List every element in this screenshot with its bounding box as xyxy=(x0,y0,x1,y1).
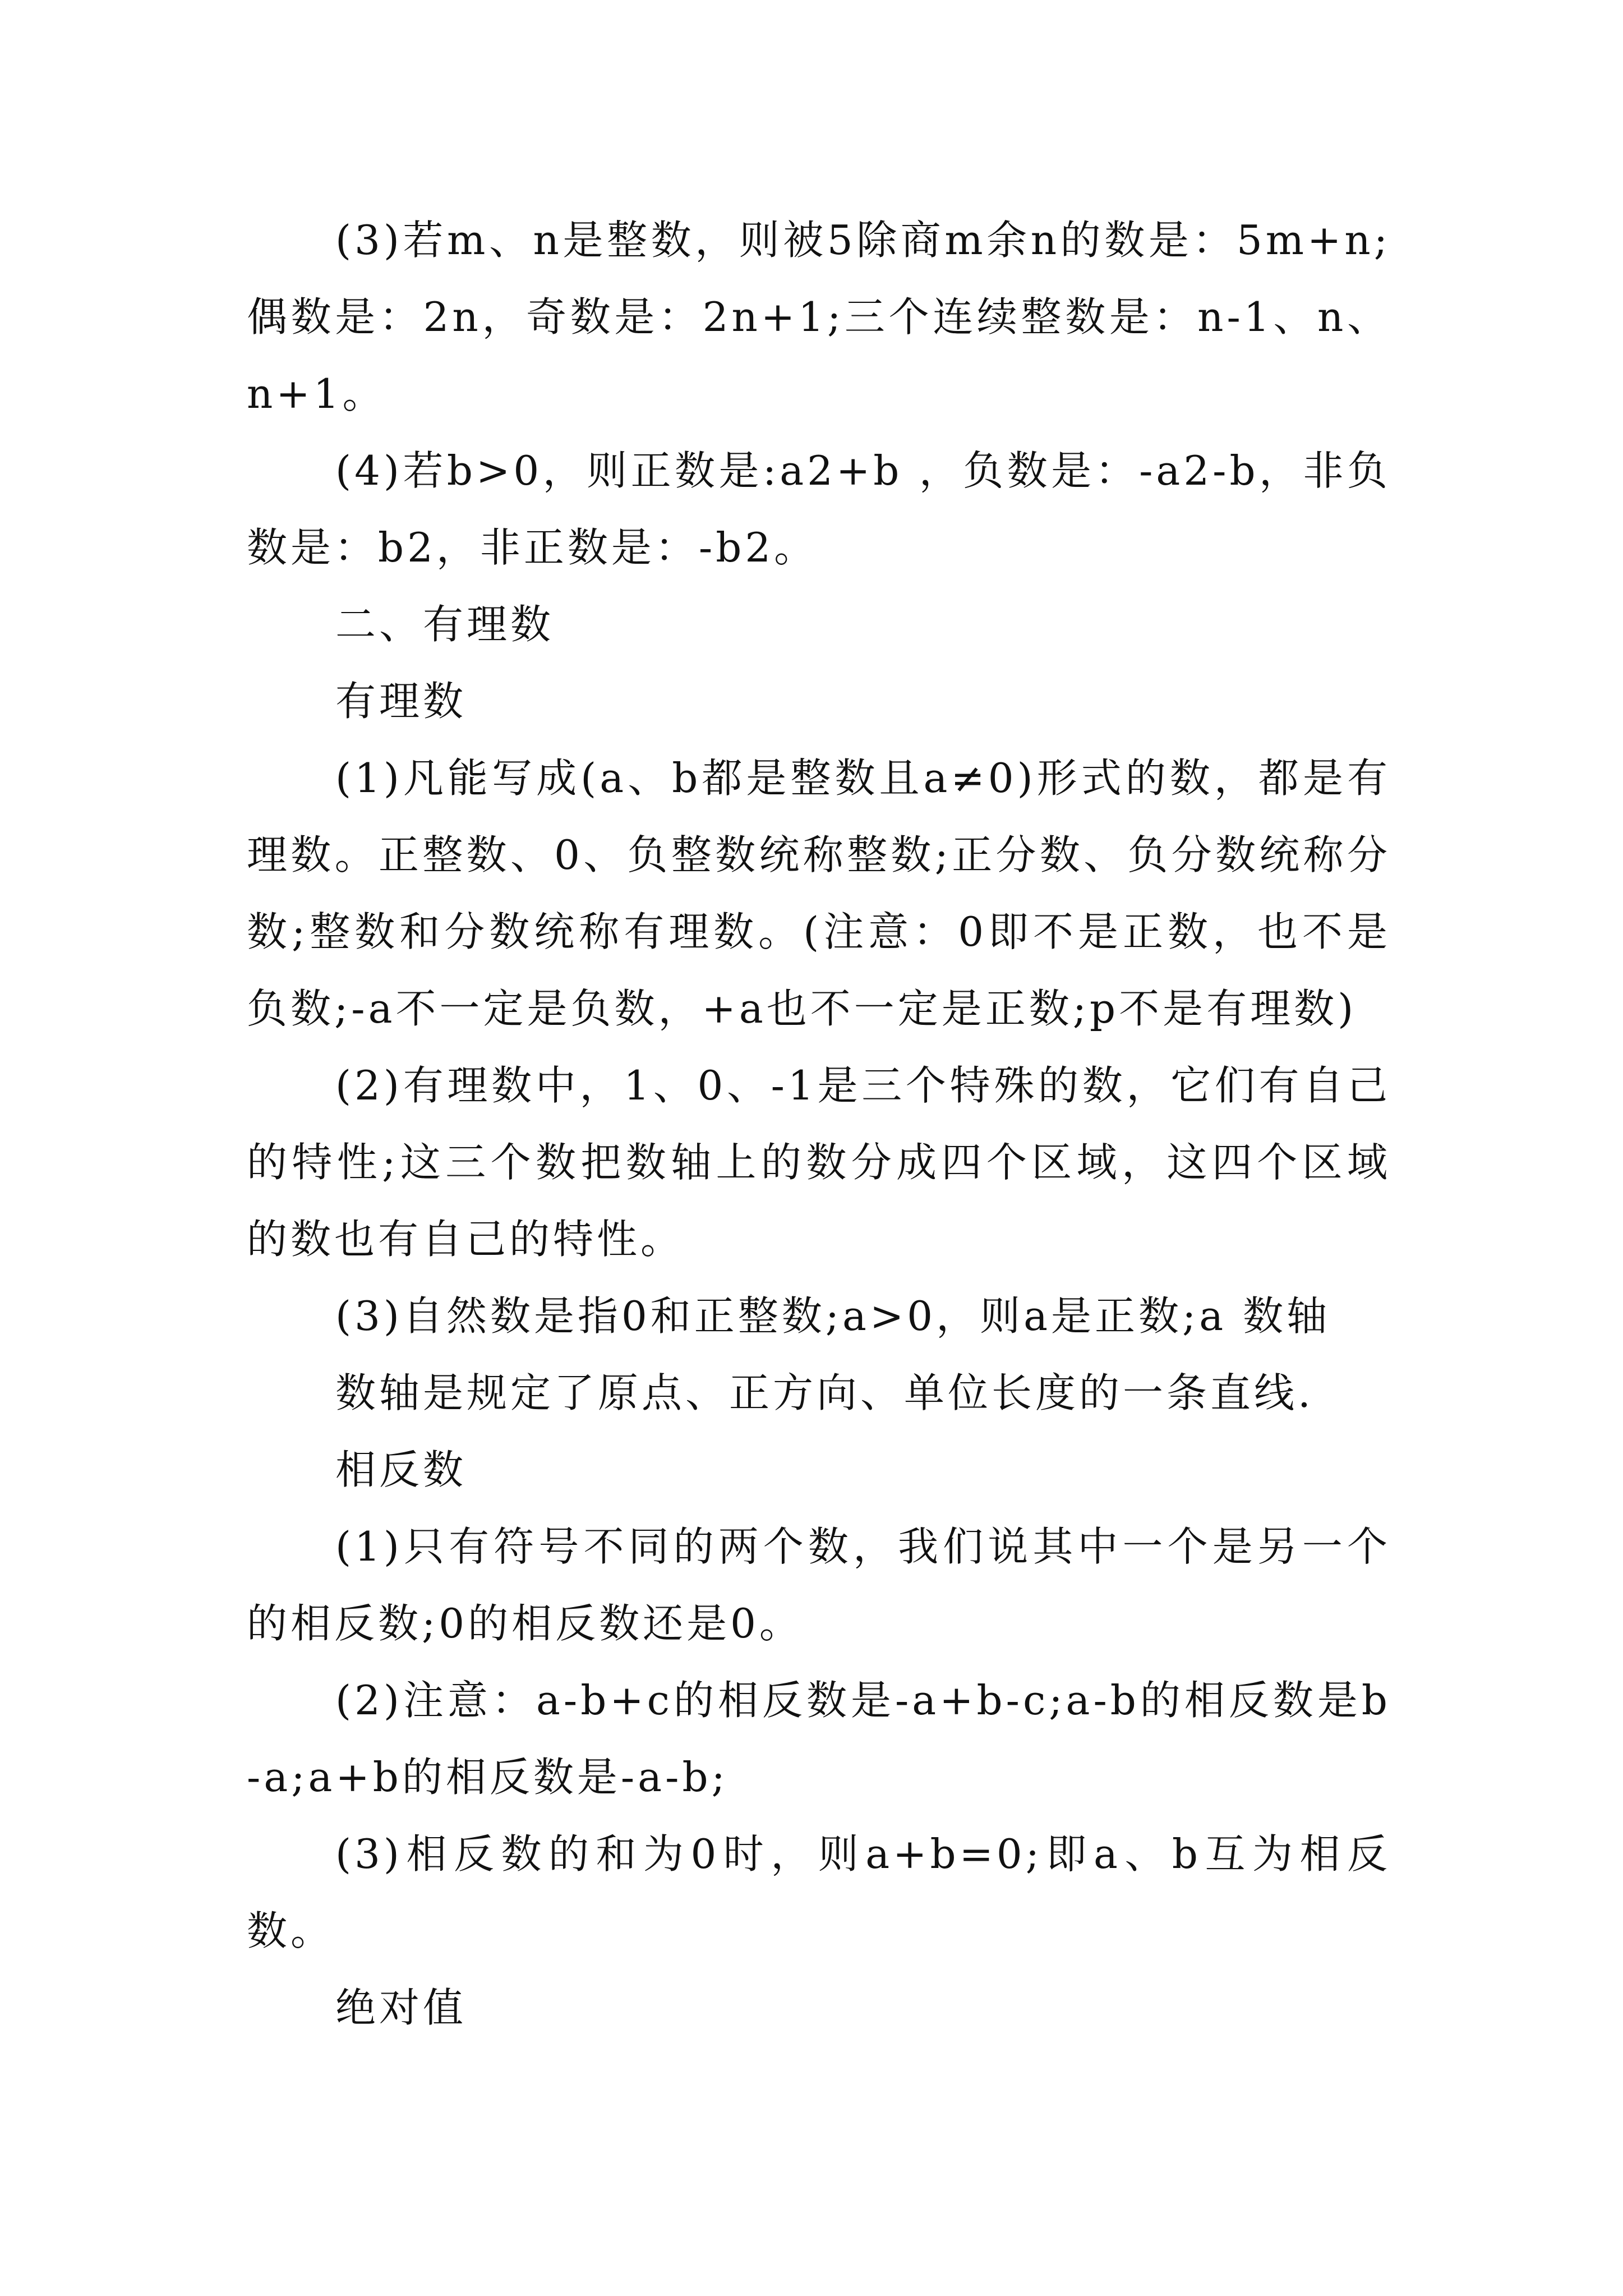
paragraph-special-numbers: (2)有理数中，1、0、-1是三个特殊的数，它们有自己的特性;这三个数把数轴上的数分成四个区域，这四个区域的数也有自己的特性。 xyxy=(247,1062,1391,1263)
paragraph-number-line-definition: 数轴是规定了原点、正方向、单位长度的一条直线. xyxy=(335,1369,1314,1416)
paragraph-opposite-notes: (2)注意：a-b+c的相反数是-a+b-c;a-b的相反数是b-a;a+b的相反数是-a-b; xyxy=(247,1677,1391,1801)
paragraph-rational-definition: (1)凡能写成(a、b都是整数且a≠0)形式的数，都是有理数。正整数、0、负整数统称整数;正分数、负分数统称分数;整数和分数统称有理数。(注意：0即不是正数，也不是负数;-a不一定是负数，+a也不一定是正数;p不是有理数) xyxy=(247,754,1391,1032)
subheading-absolute-value: 绝对值 xyxy=(335,1984,467,2031)
subheading-rational-numbers: 有理数 xyxy=(335,678,467,725)
paragraph-opposite-definition: (1)只有符号不同的两个数，我们说其中一个是另一个的相反数;0的相反数还是0。 xyxy=(247,1523,1391,1647)
paragraph-opposite-sum: (3)相反数的和为0时，则a+b=0;即a、b互为相反数。 xyxy=(247,1830,1391,1954)
paragraph-natural-numbers: (3)自然数是指0和正整数;a>0，则a是正数;a 数轴 xyxy=(335,1292,1331,1340)
document-body xyxy=(247,202,1391,2046)
section-heading-rational-numbers: 二、有理数 xyxy=(335,601,555,648)
paragraph-remainder-forms: (3)若m、n是整数，则被5除商m余n的数是：5m+n;偶数是：2n，奇数是：2n+1;三个连续整数是：n-1、n、n+1。 xyxy=(247,217,1391,417)
subheading-opposite-numbers: 相反数 xyxy=(335,1446,467,1493)
paragraph-sign-forms: (4)若b>0，则正数是:a2+b ，负数是：-a2-b，非负数是：b2，非正数是：-b2。 xyxy=(247,447,1391,571)
